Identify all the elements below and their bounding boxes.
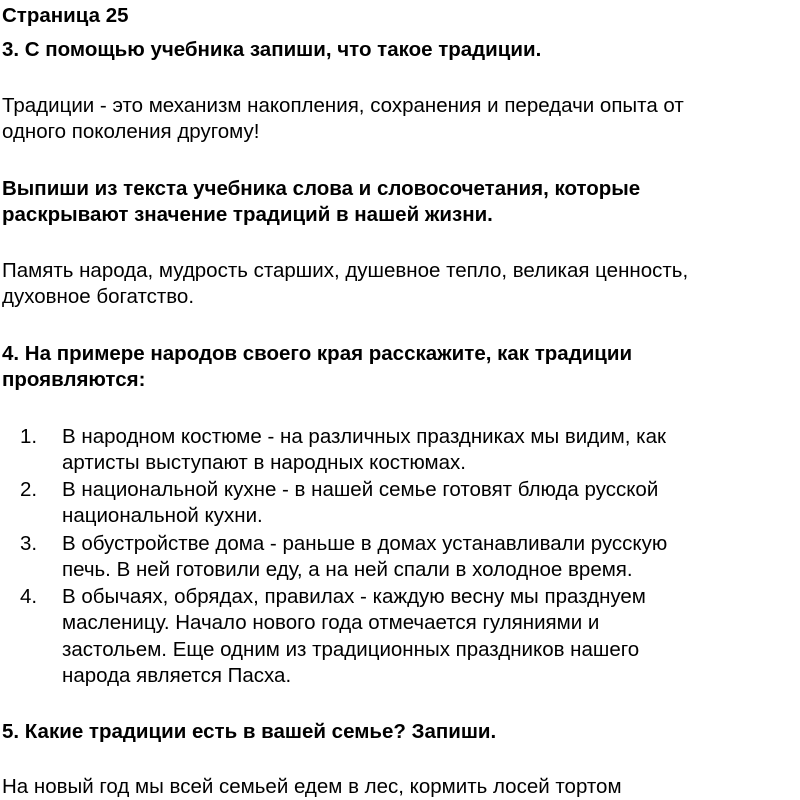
q3-sub-answer-line-2: духовное богатство. bbox=[2, 285, 195, 308]
q4-heading-line-1: 4. На примере народов своего края расскажите, как традиции bbox=[2, 342, 633, 365]
q4-item-2-line-2: национальной кухни. bbox=[62, 504, 263, 527]
q4-item-2-line-1: В национальной кухне - в нашей семье готовят блюда русской bbox=[62, 478, 659, 501]
q4-item-1-line-1: В народном костюме - на различных праздниках мы видим, как bbox=[62, 425, 666, 448]
q4-item-4-line-3: застольем. Еще одним из традиционных праздников нашего bbox=[62, 638, 640, 661]
q3-sub-answer-line-1: Память народа, мудрость старших, душевное тепло, великая ценность, bbox=[2, 259, 689, 282]
q4-item-3-line-2: печь. В ней готовили еду, а на ней спали в холодное время. bbox=[62, 558, 633, 581]
q5-heading: 5. Какие традиции есть в вашей семье? Запиши. bbox=[2, 720, 497, 743]
q4-item-1-line-2: артисты выступают в народных костюмах. bbox=[62, 451, 466, 474]
q4-item-4-line-1: В обычаях, обрядах, правилах - каждую весну мы празднуем bbox=[62, 585, 646, 608]
q3-answer-line-1: Традиции - это механизм накопления, сохранения и передачи опыта от bbox=[2, 94, 684, 117]
q4-item-4-line-4: народа является Пасха. bbox=[62, 664, 292, 687]
q4-item-3-number: 3. bbox=[20, 532, 38, 555]
q4-item-4-line-2: масленицу. Начало нового года отмечается гуляниями и bbox=[62, 611, 600, 634]
q4-heading-line-2: проявляются: bbox=[2, 368, 146, 391]
q3-answer-line-2: одного поколения другому! bbox=[2, 120, 260, 143]
q4-item-3-line-1: В обустройстве дома - раньше в домах устанавливали русскую bbox=[62, 532, 668, 555]
q3-subheading-line-2: раскрывают значение традиций в нашей жизни. bbox=[2, 203, 493, 226]
q3-heading: 3. С помощью учебника запиши, что такое традиции. bbox=[2, 38, 542, 61]
q4-item-1-number: 1. bbox=[20, 425, 38, 448]
q3-subheading-line-1: Выпиши из текста учебника слова и словосочетания, которые bbox=[2, 177, 641, 200]
q4-item-2-number: 2. bbox=[20, 478, 38, 501]
q4-item-4-number: 4. bbox=[20, 585, 38, 608]
q5-answer-line-1: На новый год мы всей семьей едем в лес, кормить лосей тортом bbox=[2, 775, 622, 798]
page-title: Страница 25 bbox=[2, 4, 129, 27]
